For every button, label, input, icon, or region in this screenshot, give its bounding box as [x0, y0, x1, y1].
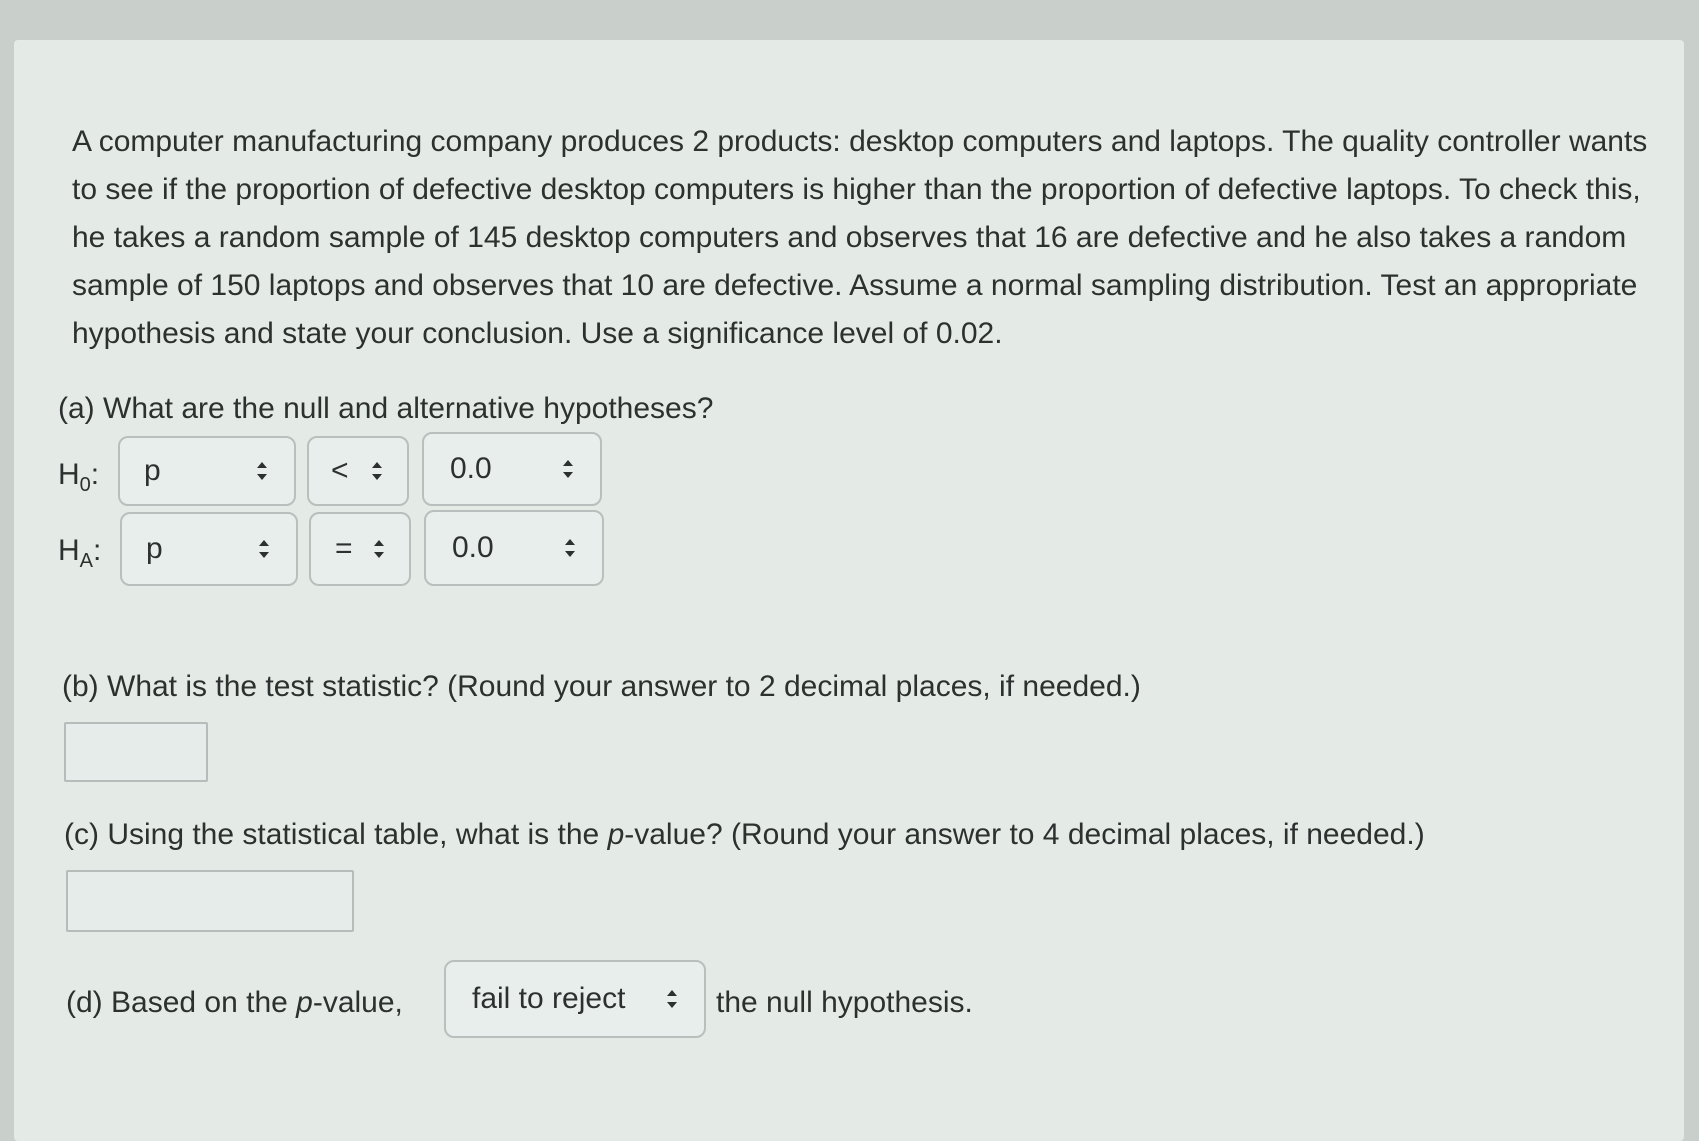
ha-value: 0.0 — [452, 531, 494, 564]
up-down-chevron-icon — [256, 536, 272, 562]
ha-operator-select[interactable] — [309, 512, 411, 586]
up-down-chevron-icon — [562, 535, 578, 561]
up-down-chevron-icon — [664, 986, 680, 1012]
ha-operator-value: = — [335, 532, 353, 565]
part-c-prompt: (c) Using the statistical table, what is the p-value? (Round your answer to 4 decimal places, if needed.) — [64, 818, 1425, 851]
h0-value-select[interactable] — [422, 432, 602, 506]
up-down-chevron-icon — [254, 458, 270, 484]
up-down-chevron-icon — [369, 458, 385, 484]
test-statistic-input[interactable] — [64, 722, 208, 782]
h0-param-select[interactable] — [118, 436, 296, 506]
part-a-prompt: (a) What are the null and alternative hypotheses? — [58, 392, 714, 425]
part-b-prompt: (b) What is the test statistic? (Round your answer to 2 decimal places, if needed.) — [62, 670, 1141, 703]
up-down-chevron-icon — [560, 456, 576, 482]
part-d-prompt: (d) Based on the p-value, — [66, 986, 403, 1019]
decision-value: fail to reject — [472, 982, 626, 1015]
up-down-chevron-icon — [371, 536, 387, 562]
h0-label: $H_0$: — [58, 458, 100, 496]
h0-value: 0.0 — [450, 452, 492, 485]
h0-operator-select[interactable] — [307, 436, 409, 506]
ha-param-value: p — [146, 532, 163, 565]
ha-label: $H_A$: — [58, 534, 102, 572]
question-text: A computer manufacturing company produces 2 products: desktop computers and laptops. The quality controller wants to see if the proportion of defective desktop computers is higher than the proportion of defective laptops. To check this, he takes a random sample of 145 desktop computers and observes that 16 are defective and he also takes a random sample of 150 laptops and observes that 10 are defective. Assume a normal sampling distribution. Test an appropriate hypothesis and state your conclusion. Use a significance level of 0.02. — [72, 125, 1648, 350]
part-d-suffix: the null hypothesis. — [716, 986, 973, 1019]
ha-value-select[interactable] — [424, 510, 604, 586]
h0-param-value: p — [144, 454, 161, 487]
p-value-input[interactable] — [66, 870, 354, 932]
h0-operator-value: < — [331, 454, 349, 487]
decision-select[interactable] — [444, 960, 706, 1038]
ha-param-select[interactable] — [120, 512, 298, 586]
question-panel — [14, 40, 1684, 1141]
